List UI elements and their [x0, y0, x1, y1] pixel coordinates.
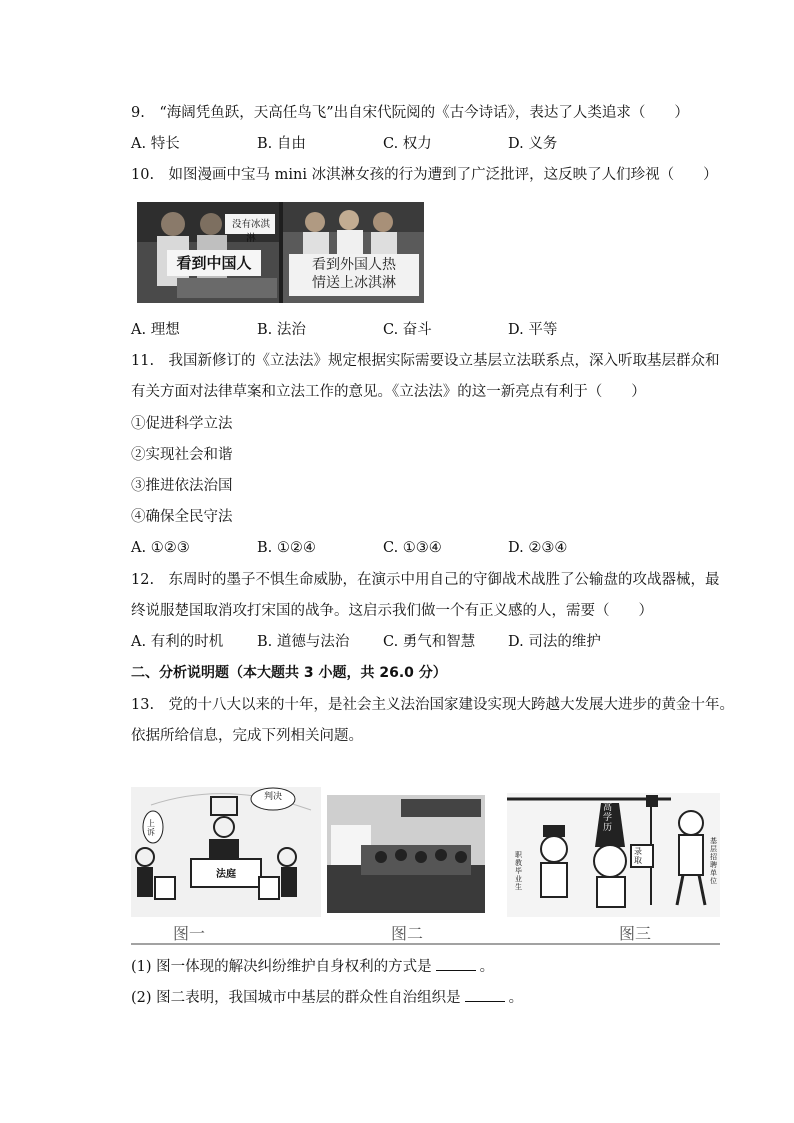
q11-stem-line2: 有关方面对法律草案和立法工作的意见。《立法法》的这一新亮点有利于（ ） — [131, 384, 646, 400]
q13-sub1-blank[interactable] — [436, 956, 476, 971]
cartoon-right-caption-line2: 情送上冰淇淋 — [312, 275, 396, 291]
q13-sub2 — [131, 987, 523, 1008]
cartoon-left-caption: 看到中国人 — [176, 254, 252, 272]
q9-option-a[interactable]: A. 特长 — [131, 136, 180, 152]
fig3-label: 图三 — [619, 924, 652, 943]
q11-option-b[interactable]: B. ①②④ — [257, 540, 316, 556]
q9-option-d[interactable]: D. 义务 — [508, 136, 558, 152]
fig1-judge-bubble: 判决 — [263, 792, 282, 802]
q12-options — [131, 632, 671, 652]
q11-option-d[interactable]: D. ②③④ — [508, 540, 568, 556]
cartoon-left-bubble-text: 没有冰淇淋 — [231, 219, 270, 244]
q10-options — [131, 320, 671, 340]
q13-sub2-blank[interactable] — [465, 987, 505, 1002]
q9-options — [131, 134, 671, 154]
q11-item-3: ③推进依法治国 — [131, 478, 233, 494]
q13-figures — [131, 785, 720, 945]
fig3-left-person-label: 职教毕业生 — [515, 851, 522, 891]
q13-sub1-text: (1) 图一体现的解决纠纷维护自身权利的方式是 — [131, 959, 432, 975]
q12-stem-line2: 终说服楚国取消攻打宋国的战争。这启示我们做一个有正义感的人，需要（ ） — [131, 603, 653, 619]
q11-item-1: ①促进科学立法 — [131, 416, 233, 432]
q10-stem: 10. 如图漫画中宝马 mini 冰淇淋女孩的行为遭到了广泛批评，这反映了人们珍视（ ） — [131, 167, 718, 183]
q11-item-2: ②实现社会和谐 — [131, 447, 233, 463]
q13-sub1 — [131, 956, 494, 977]
q13-sub2-suffix: 。 — [508, 990, 524, 1006]
fig2-label: 图二 — [391, 924, 424, 943]
cartoon-right-caption — [291, 256, 417, 292]
q11-item-4: ④确保全民守法 — [131, 509, 233, 525]
fig1-court-label: 法庭 — [216, 869, 236, 880]
q9-option-c[interactable]: C. 权力 — [383, 136, 432, 152]
q13-stem-line2: 依据所给信息，完成下列相关问题。 — [131, 728, 363, 744]
fig3-tag-label: 高学历 — [603, 803, 613, 833]
cartoon-right-caption-line1: 看到外国人热 — [312, 257, 396, 273]
fig1-plaintiff-label: 上诉 — [147, 819, 155, 837]
fig3-right-person-label: 基层招聘单位 — [710, 837, 717, 885]
q11-options — [131, 538, 671, 558]
q12-option-a[interactable]: A. 有利的时机 — [131, 634, 224, 650]
q12-stem-line1: 12. 东周时的墨子不惧生命威胁，在演示中用自己的守御战术战胜了公输盘的攻战器械，最 — [131, 572, 720, 588]
q13-stem-line1: 13. 党的十八大以来的十年，是社会主义法治国家建设实现大跨越大发展大进步的黄金十年。 — [131, 697, 735, 713]
q13-sub1-suffix: 。 — [479, 959, 495, 975]
q10-option-b[interactable]: B. 法治 — [257, 322, 306, 338]
q13-sub2-text: (2) 图二表明，我国城市中基层的群众性自治组织是 — [131, 990, 461, 1006]
q12-option-b[interactable]: B. 道德与法治 — [257, 634, 350, 650]
q10-option-c[interactable]: C. 奋斗 — [383, 322, 432, 338]
q9-stem: 9. “海阔凭鱼跃，天高任鸟飞”出自宋代阮阅的《古今诗话》，表达了人类追求（ ） — [131, 105, 689, 121]
q12-option-c[interactable]: C. 勇气和智慧 — [383, 634, 476, 650]
q12-option-d[interactable]: D. 司法的维护 — [508, 634, 601, 650]
q10-option-a[interactable]: A. 理想 — [131, 322, 180, 338]
fig1-label: 图一 — [173, 924, 206, 943]
q10-cartoon-image — [137, 202, 424, 303]
q10-option-d[interactable]: D. 平等 — [508, 322, 558, 338]
q11-stem-line1: 11. 我国新修订的《立法法》规定根据实际需要设立基层立法联系点，深入听取基层群众和 — [131, 353, 720, 369]
q11-option-c[interactable]: C. ①③④ — [383, 540, 442, 556]
q11-option-a[interactable]: A. ①②③ — [131, 540, 190, 556]
q9-option-b[interactable]: B. 自由 — [257, 136, 306, 152]
fig3-card-label: 录取 — [634, 847, 642, 865]
section2-title: 二、分析说明题（本大题共 3 小题，共 26.0 分） — [131, 665, 447, 681]
